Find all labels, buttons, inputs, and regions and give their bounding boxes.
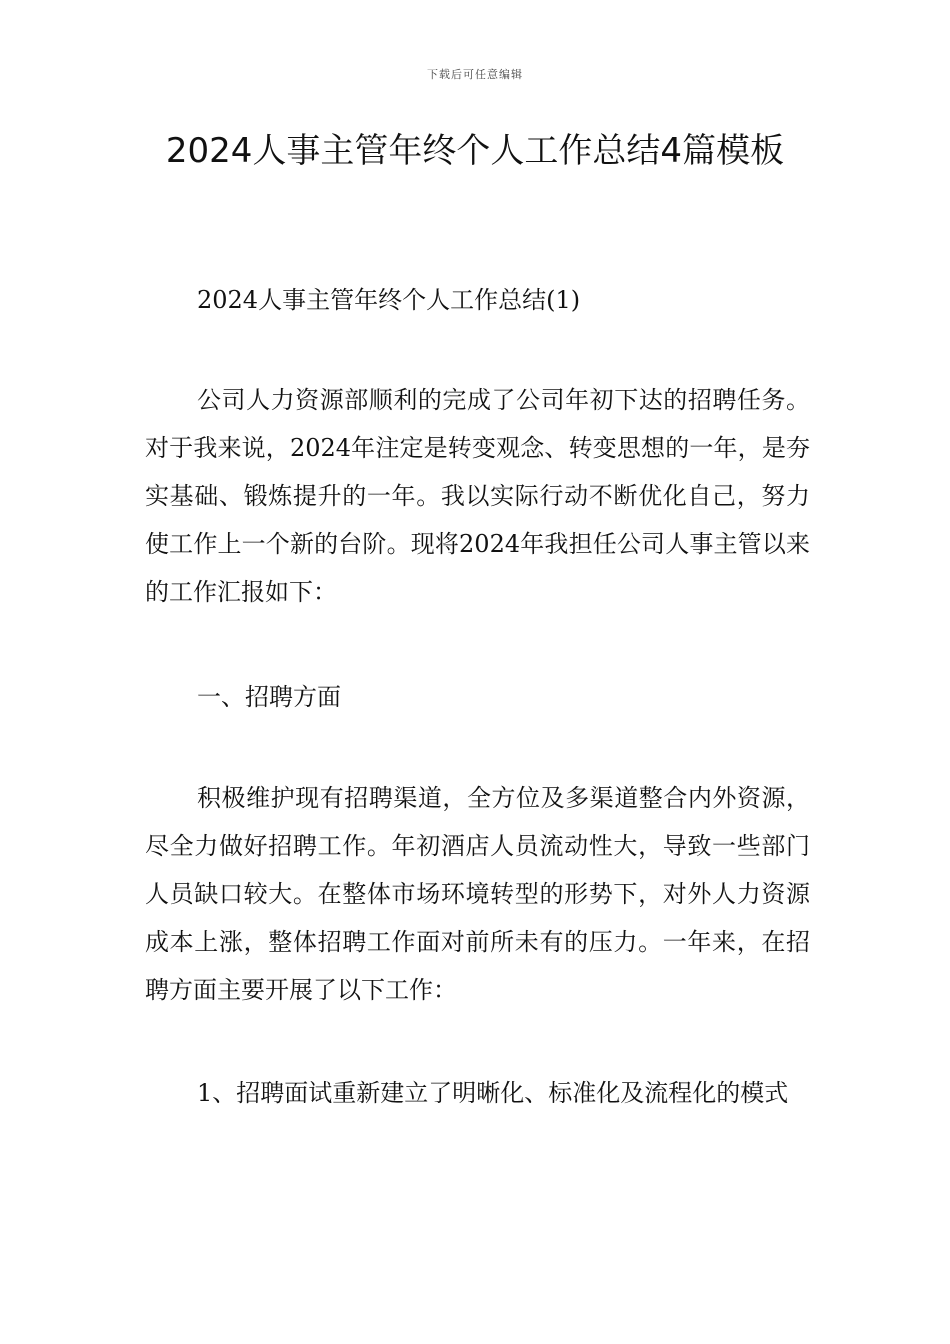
- header-note: 下载后可任意编辑: [427, 68, 523, 81]
- section-subtitle: 2024人事主管年终个人工作总结(1): [197, 286, 581, 314]
- recruitment-paragraph: 积极维护现有招聘渠道，全方位及多渠道整合内外资源，尽全力做好招聘工作。年初酒店人员流动性大，导致一些部门人员缺口较大。在整体市场环境转型的形势下，对外人力资源成本上涨，整体招聘工作面对前所未有的压力。一年来，在招聘方面主要开展了以下工作：: [145, 784, 810, 1004]
- intro-paragraph: 公司人力资源部顺利的完成了公司年初下达的招聘任务。对于我来说，2024年注定是转变观念、转变思想的一年，是夯实基础、锻炼提升的一年。我以实际行动不断优化自己，努力使工作上一个新的台阶。现将2024年我担任公司人事主管以来的工作汇报如下：: [145, 386, 810, 606]
- document-title: 2024人事主管年终个人工作总结4篇模板: [165, 131, 785, 171]
- section-heading-recruitment: 一、招聘方面: [197, 683, 341, 711]
- list-item-1: 1、招聘面试重新建立了明晰化、标准化及流程化的模式: [197, 1079, 789, 1107]
